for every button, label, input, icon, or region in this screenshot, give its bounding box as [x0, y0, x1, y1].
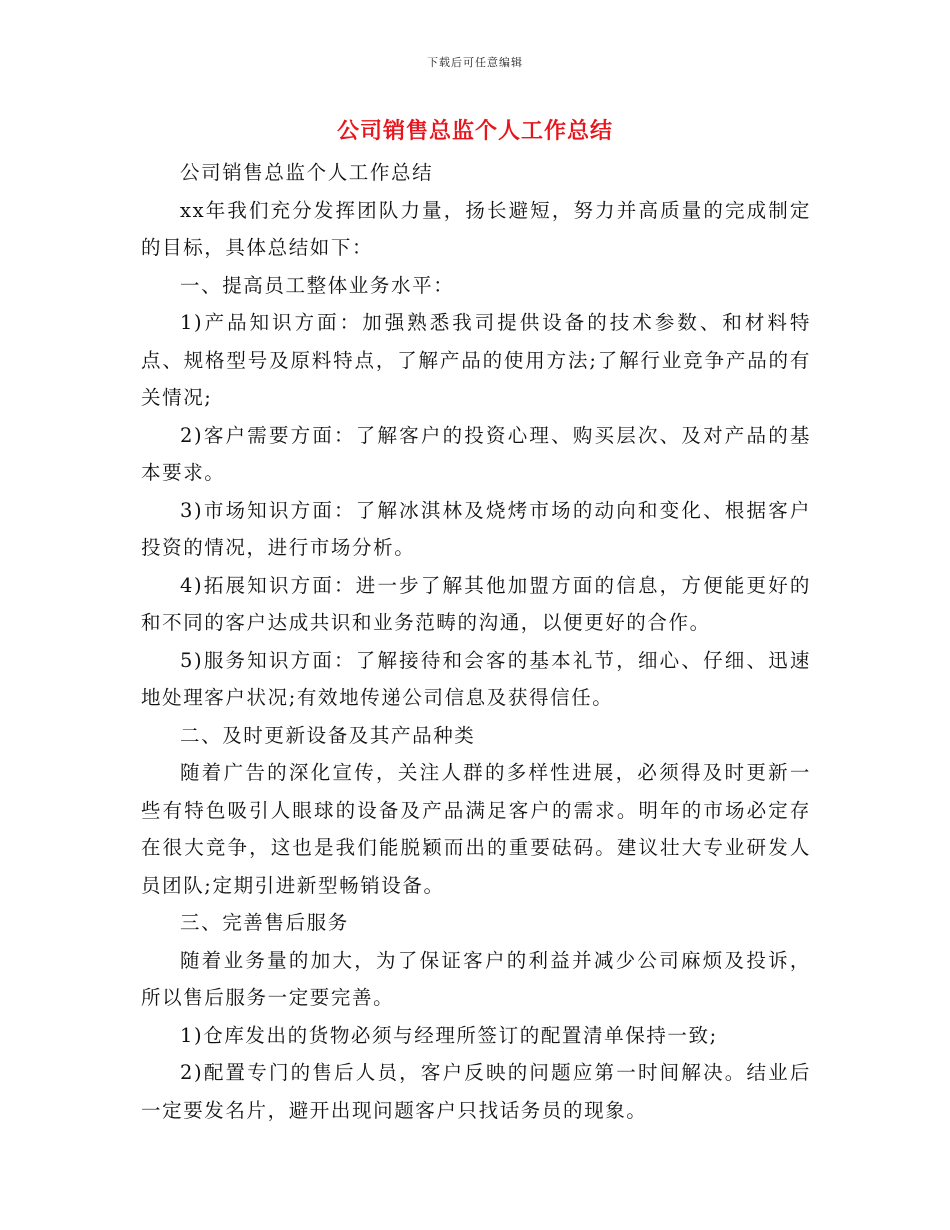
paragraph-item: 1)产品知识方面：加强熟悉我司提供设备的技术参数、和材料特点、规格型号及原料特点，了解产品的使用方法;了解行业竞争产品的有关情况;	[141, 311, 811, 409]
section-heading-3: 三、完善售后服务	[180, 911, 349, 934]
paragraph-intro: xx年我们充分发挥团队力量，扬长避短，努力并高质量的完成制定的目标，具体总结如下：	[141, 198, 811, 259]
section-heading-1: 一、提高员工整体业务水平：	[180, 273, 455, 297]
paragraph: 随着业务量的加大，为了保证客户的利益并减少公司麻烦及投诉，所以售后服务一定要完善。	[141, 948, 811, 1009]
paragraph-item: 4)拓展知识方面：进一步了解其他加盟方面的信息，方便能更好的和不同的客户达成共识和业务范畴的沟通，以便更好的合作。	[141, 573, 811, 634]
document-body	[141, 154, 811, 1129]
paragraph: 随着广告的深化宣传，关注人群的多样性进展，必须得及时更新一些有特色吸引人眼球的设备及产品满足客户的需求。明年的市场必定存在很大竞争，这也是我们能脱颖而出的重要砝码。建议壮大专业研发人员团队;定期引进新型畅销设备。	[141, 761, 811, 897]
paragraph-item: 3)市场知识方面：了解冰淇林及烧烤市场的动向和变化、根据客户投资的情况，进行市场分析。	[141, 498, 811, 559]
paragraph-item: 2)配置专门的售后人员，客户反映的问题应第一时间解决。结业后一定要发名片，避开出现问题客户只找话务员的现象。	[141, 1061, 811, 1122]
paragraph-item: 5)服务知识方面：了解接待和会客的基本礼节，细心、仔细、迅速地处理客户状况;有效地传递公司信息及获得信任。	[141, 648, 811, 709]
document-title: 公司销售总监个人工作总结	[336, 119, 613, 144]
paragraph-item: 2)客户需要方面：了解客户的投资心理、购买层次、及对产品的基本要求。	[141, 423, 811, 484]
paragraph-subtitle: 公司销售总监个人工作总结	[180, 161, 434, 184]
header-note: 下载后可任意编辑	[427, 56, 523, 69]
section-heading-2: 二、及时更新设备及其产品种类	[180, 723, 476, 747]
paragraph-item: 1)仓库发出的货物必须与经理所签订的配置清单保持一致;	[180, 1023, 718, 1047]
